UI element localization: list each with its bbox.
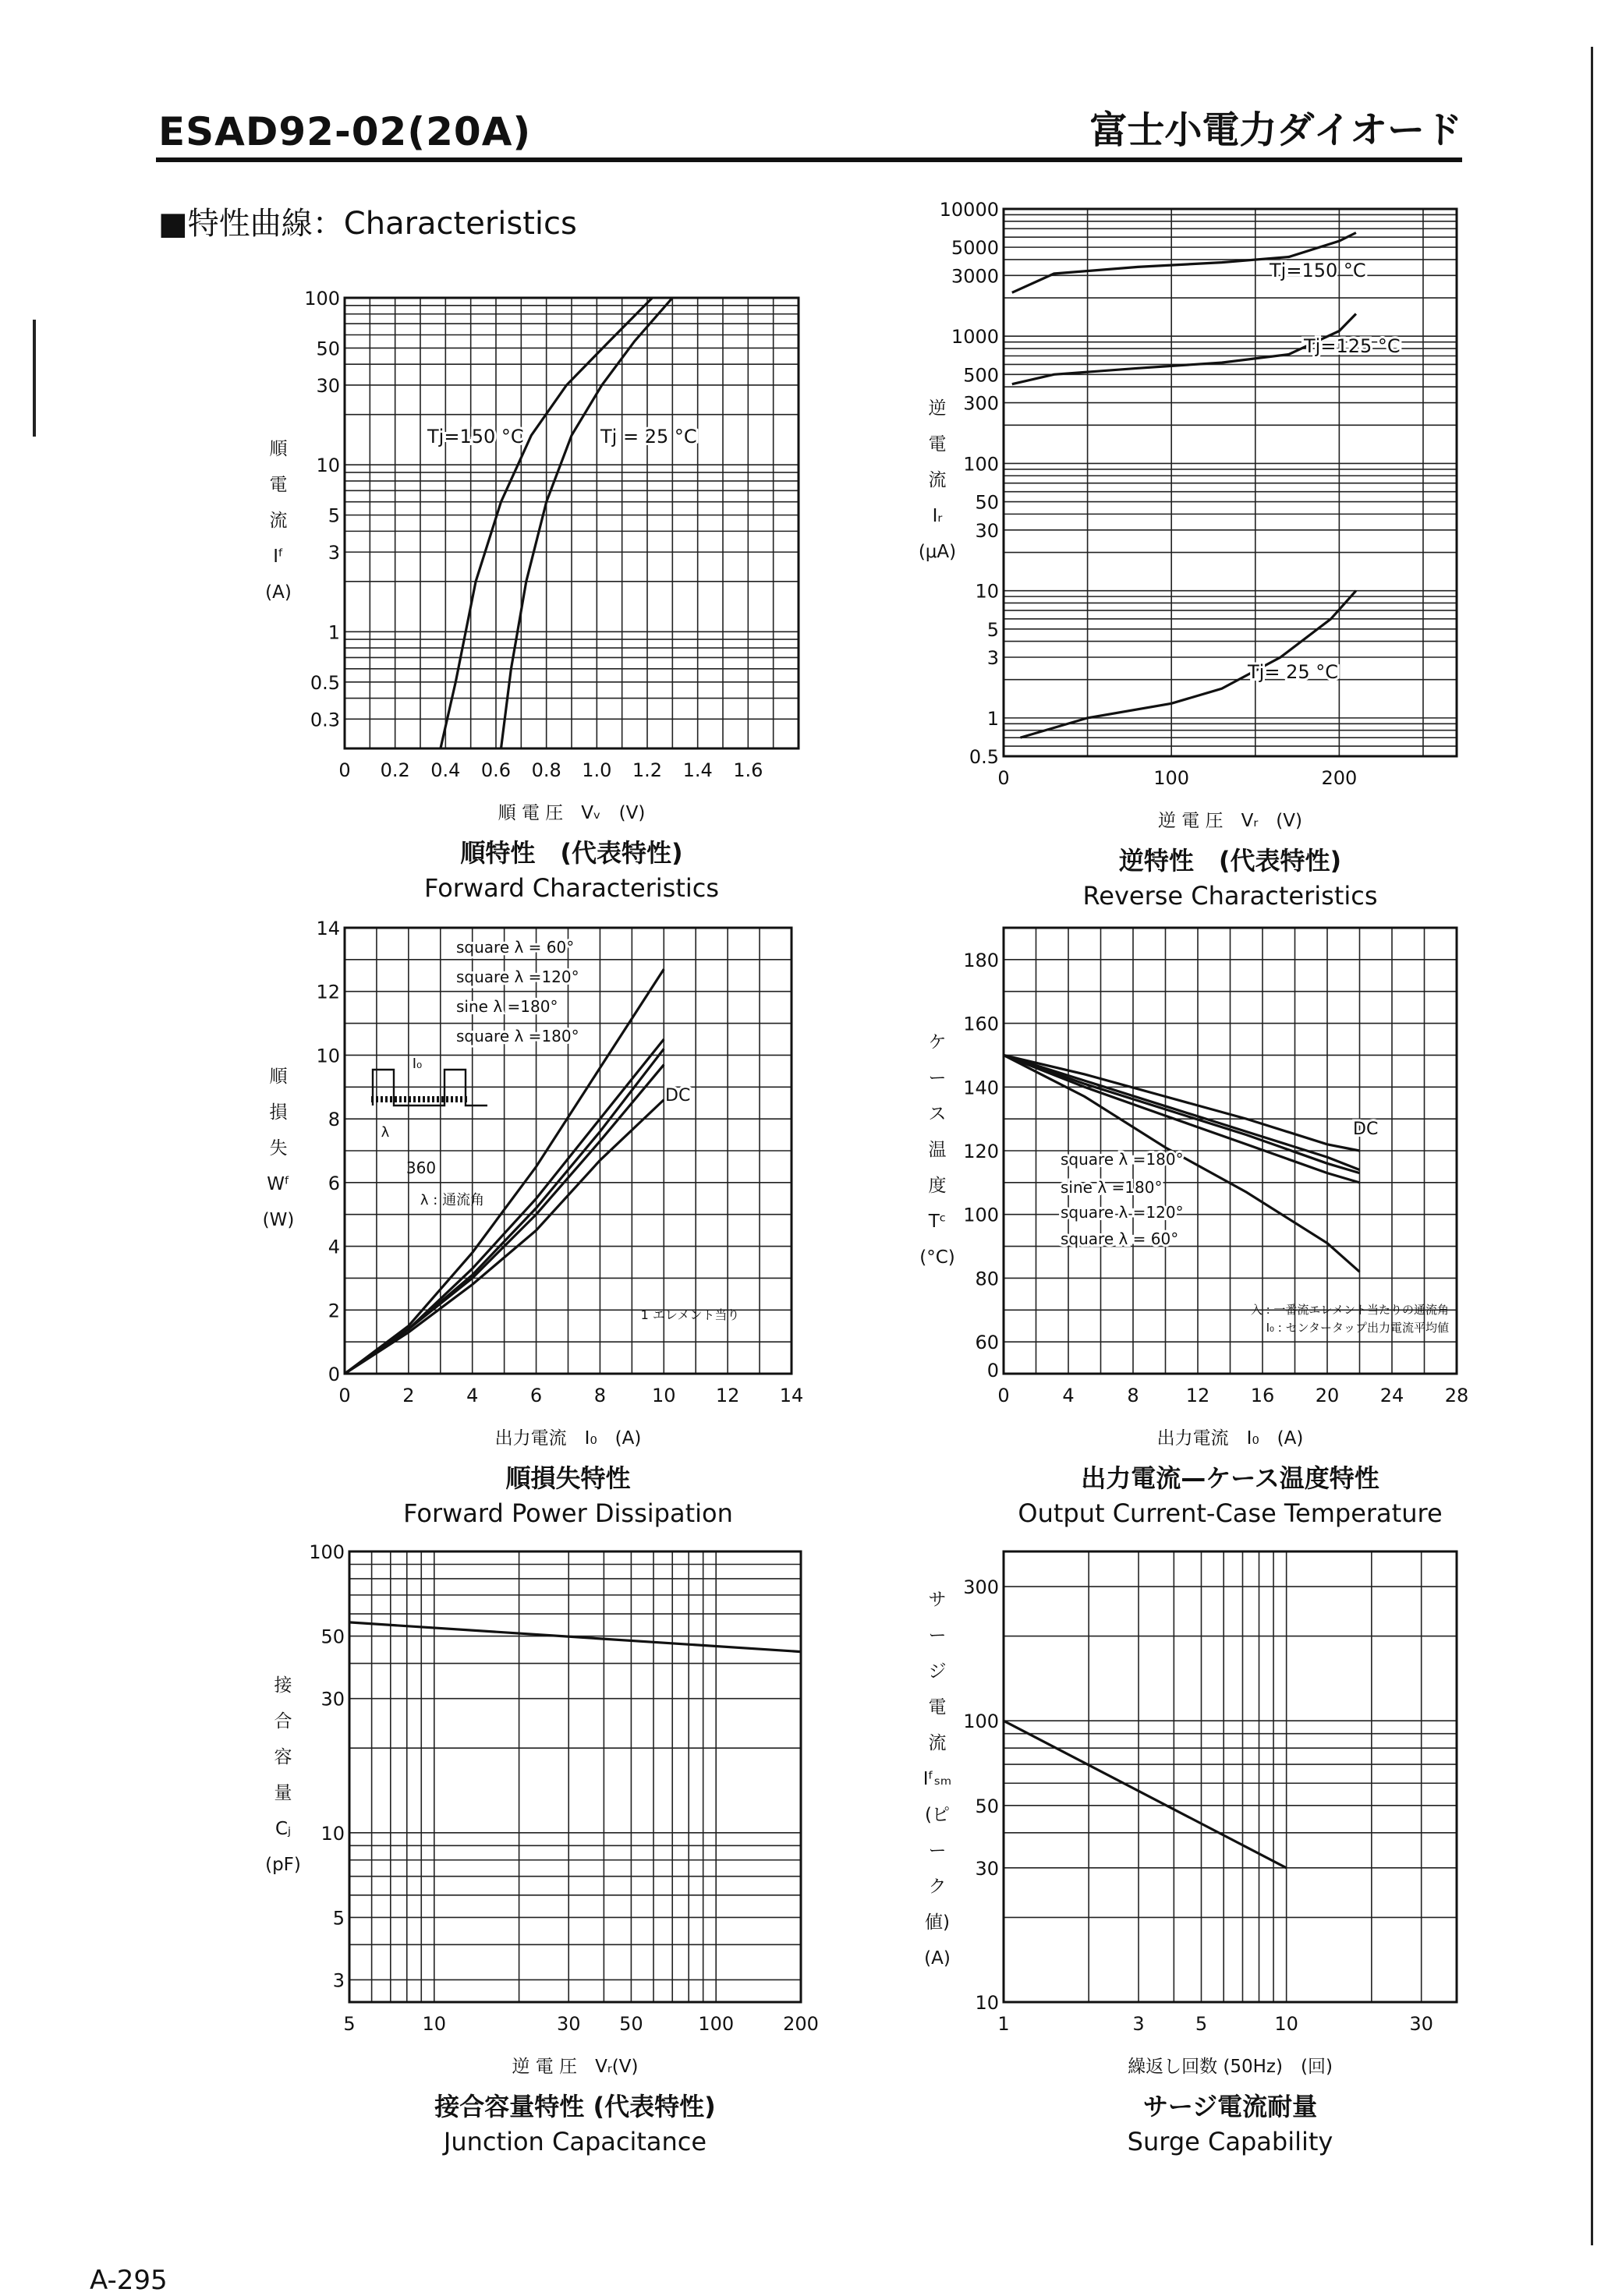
document-title: 富士小電力ダイオード — [1089, 108, 1462, 152]
power-series-label: sine λ =180° — [456, 997, 558, 1016]
forward-series-label: Tj=150 °C — [427, 426, 524, 448]
reverse-ytick-label: 300 — [963, 392, 999, 415]
forward-ylabel: (A) — [265, 582, 292, 603]
capacitance-ytick-label: 100 — [309, 1541, 345, 1563]
case_temp-ytick-label: 60 — [975, 1332, 999, 1354]
case_temp-ylabel: ケ — [928, 1032, 947, 1052]
forward-ytick-label: 100 — [304, 288, 340, 310]
reverse-xlabel: 逆 電 圧 Vᵣ (V) — [1158, 811, 1302, 831]
reverse-ytick-label: 10000 — [939, 199, 999, 221]
surge-ylabel: 流 — [928, 1733, 947, 1753]
surge-ylabel: 値) — [925, 1912, 950, 1933]
reverse-ytick-label: 3 — [986, 646, 999, 669]
power-ylabel: (W) — [262, 1210, 295, 1230]
power-ytick-label: 6 — [328, 1172, 340, 1194]
surge-ylabel: (A) — [924, 1948, 951, 1969]
reverse-caption-en: Reverse Characteristics — [1082, 881, 1378, 911]
case_temp-series-label: square λ =120° — [1061, 1203, 1184, 1222]
case_temp-series-label: sine λ =180° — [1061, 1178, 1163, 1197]
surge-ylabel: 電 — [928, 1697, 947, 1718]
case_temp-xtick-label: 16 — [1250, 1385, 1275, 1406]
surge-xtick-label: 1 — [997, 2013, 1010, 2035]
reverse-ylabel: 逆 — [928, 398, 947, 419]
case_temp-series-label: square λ = 60° — [1061, 1229, 1179, 1248]
power-series-label: square λ =180° — [456, 1027, 579, 1045]
capacitance-ylabel: (pF) — [265, 1855, 301, 1875]
case_temp-xtick-label: 28 — [1444, 1385, 1469, 1406]
reverse-xtick-label: 0 — [997, 767, 1010, 789]
reverse-ytick-label: 3000 — [951, 265, 999, 288]
case_temp-ytick-label: 180 — [963, 949, 999, 971]
capacitance-xtick-label: 30 — [556, 2013, 581, 2035]
reverse-ylabel: 電 — [928, 434, 947, 455]
reverse-ytick-label: 5000 — [951, 237, 999, 260]
surge-series-line — [1004, 1721, 1287, 1868]
forward-xtick-label: 0.8 — [531, 759, 561, 781]
surge-xtick-label: 3 — [1132, 2013, 1145, 2035]
power-ylabel: Wᶠ — [267, 1174, 290, 1194]
case_temp-ylabel: (°C) — [919, 1247, 955, 1268]
case_temp-ylabel: 温 — [928, 1140, 947, 1160]
surge-ytick-label: 100 — [963, 1711, 999, 1733]
section-title: ■特性曲線：Characteristics — [158, 206, 577, 242]
surge-frame — [1004, 1551, 1457, 2002]
capacitance-ylabel: 容 — [274, 1747, 292, 1767]
power-ylabel: 失 — [269, 1138, 288, 1159]
case_temp-series-label: square λ =180° — [1061, 1150, 1184, 1169]
case_temp-series-line — [1004, 1055, 1360, 1151]
power-ytick-label: 12 — [316, 981, 340, 1003]
forward-xtick-label: 0.2 — [380, 759, 410, 781]
reverse-xtick-label: 100 — [1153, 767, 1190, 789]
power-ytick-label: 8 — [328, 1109, 340, 1131]
surge-xtick-label: 30 — [1409, 2013, 1433, 2035]
forward-xtick-label: 0 — [338, 759, 351, 781]
reverse-ytick-label: 0.5 — [969, 746, 999, 768]
capacitance-xtick-label: 10 — [422, 2013, 447, 2035]
case-temp-note: I₀ : センタータップ出力電流平均値 — [1266, 1321, 1449, 1335]
reverse-series-label: Tj= 25 °C — [1248, 661, 1338, 683]
power-ytick-label: 14 — [316, 918, 340, 939]
case_temp-ylabel: ー — [928, 1068, 947, 1088]
reverse-ytick-label: 1 — [986, 707, 999, 730]
case_temp-series-label: DC — [1353, 1120, 1379, 1139]
power-ytick-label: 2 — [328, 1300, 340, 1322]
capacitance-ytick-label: 10 — [321, 1822, 345, 1845]
capacitance-plot — [349, 1551, 801, 2002]
surge-ylabel: ジ — [928, 1661, 947, 1682]
power-xtick-label: 4 — [466, 1385, 479, 1406]
power-ylabel: 損 — [269, 1102, 288, 1123]
case_temp-xtick-label: 8 — [1127, 1385, 1139, 1406]
reverse-ytick-label: 10 — [975, 580, 999, 603]
surge-xtick-label: 5 — [1195, 2013, 1208, 2035]
reverse-series-label: Tj=150 °C — [1270, 260, 1366, 281]
surge-ytick-label: 30 — [975, 1857, 999, 1880]
power-ytick-label: 0 — [328, 1364, 340, 1385]
power-conduction-angle-note: λ : 通流角 — [420, 1192, 485, 1208]
surge-caption-jp: サージ電流耐量 — [1142, 2092, 1318, 2121]
case_temp-xtick-label: 24 — [1379, 1385, 1404, 1406]
reverse-ylabel: Iᵣ — [932, 506, 943, 526]
forward-xtick-label: 0.4 — [430, 759, 461, 781]
case_temp-xtick-label: 0 — [997, 1385, 1010, 1406]
forward-ylabel: Iᶠ — [273, 547, 284, 567]
power-xtick-label: 10 — [652, 1385, 676, 1406]
power-360-annotation: 360 — [406, 1159, 437, 1177]
surge-ylabel: Iᶠₛₘ — [923, 1769, 952, 1789]
capacitance-xtick-label: 5 — [343, 2013, 356, 2035]
capacitance-ytick-label: 5 — [332, 1907, 345, 1930]
capacitance-xlabel: 逆 電 圧 Vᵣ(V) — [512, 2057, 639, 2077]
capacitance-ytick-label: 3 — [332, 1969, 345, 1992]
surge-xtick-label: 10 — [1274, 2013, 1298, 2035]
capacitance-xtick-label: 100 — [698, 2013, 735, 2035]
capacitance-ylabel: 接 — [274, 1675, 292, 1696]
forward-ytick-label: 50 — [316, 338, 340, 360]
surge-plot — [1004, 1551, 1457, 2002]
surge-ytick-label: 10 — [975, 1992, 999, 2014]
case_temp-ytick-label: 100 — [963, 1204, 999, 1226]
surge-ylabel: ー — [928, 1841, 947, 1861]
power-ytick-label: 4 — [328, 1236, 340, 1258]
capacitance-ylabel: 合 — [274, 1711, 292, 1732]
reverse-ylabel: 流 — [928, 470, 947, 490]
power-series-label: square λ =120° — [456, 968, 579, 986]
capacitance-xtick-label: 50 — [619, 2013, 643, 2035]
reverse-caption-jp: 逆特性 (代表特性) — [1118, 846, 1342, 876]
capacitance-caption-jp: 接合容量特性 (代表特性) — [434, 2092, 716, 2121]
capacitance-series-line — [349, 1622, 801, 1652]
forward-xtick-label: 1.0 — [582, 759, 612, 781]
forward-ytick-label: 5 — [328, 504, 340, 527]
capacitance-ylabel: 量 — [274, 1783, 292, 1803]
forward-xtick-label: 1.2 — [632, 759, 663, 781]
case_temp-ytick-label: 0 — [986, 1360, 999, 1381]
forward-ytick-label: 3 — [328, 542, 340, 564]
surge-ytick-label: 300 — [963, 1576, 999, 1599]
case_temp-caption-jp: 出力電流—ケース温度特性 — [1081, 1463, 1379, 1493]
forward-ylabel: 流 — [269, 511, 288, 531]
surge-xlabel: 繰返し回数 (50Hz) (回) — [1128, 2057, 1333, 2077]
power-caption-en: Forward Power Dissipation — [403, 1498, 733, 1528]
reverse-xtick-label: 200 — [1321, 767, 1358, 789]
forward-xtick-label: 0.6 — [480, 759, 512, 781]
case_temp-ylabel: 度 — [928, 1176, 947, 1196]
forward-series-label: Tj = 25 °C — [600, 426, 697, 448]
power-xlabel: 出力電流 I₀ (A) — [494, 1428, 642, 1449]
power-xtick-label: 12 — [715, 1385, 740, 1406]
power-ytick-label: 10 — [316, 1045, 340, 1067]
case_temp-xtick-label: 4 — [1062, 1385, 1075, 1406]
forward-ytick-label: 10 — [316, 455, 340, 477]
power-series-label: square λ = 60° — [456, 938, 575, 957]
reverse-ytick-label: 30 — [975, 519, 999, 542]
reverse-ytick-label: 100 — [963, 453, 999, 476]
capacitance-frame — [349, 1551, 801, 2002]
power-per-element-note: 1 エレメント当り — [640, 1307, 740, 1322]
reverse-series-label: Tj=125 °C — [1304, 335, 1401, 357]
reverse-ytick-label: 5 — [986, 618, 999, 641]
case_temp-caption-en: Output Current-Case Temperature — [1018, 1498, 1443, 1528]
power-xtick-label: 6 — [529, 1385, 543, 1406]
capacitance-xtick-label: 200 — [783, 2013, 819, 2035]
power-xtick-label: 8 — [593, 1385, 607, 1406]
reverse-ylabel: (μA) — [918, 542, 957, 562]
forward-xtick-label: 1.4 — [682, 759, 713, 781]
power-ylabel: 順 — [269, 1067, 288, 1087]
forward-plot — [345, 298, 799, 748]
forward-caption-en: Forward Characteristics — [423, 873, 720, 903]
forward-ytick-label: 0.3 — [310, 709, 340, 731]
surge-ylabel: (ピ — [925, 1805, 950, 1825]
capacitance-ytick-label: 30 — [321, 1688, 345, 1711]
surge-ylabel: サ — [928, 1590, 947, 1610]
forward-ylabel: 順 — [269, 439, 288, 459]
power-xtick-label: 0 — [338, 1385, 351, 1406]
forward-ytick-label: 1 — [328, 621, 340, 644]
page-number: A-295 — [90, 2265, 168, 2296]
forward-ytick-label: 0.5 — [310, 671, 340, 694]
case_temp-ytick-label: 120 — [963, 1141, 999, 1162]
surge-ytick-label: 50 — [975, 1795, 999, 1817]
case_temp-xtick-label: 12 — [1185, 1385, 1210, 1406]
power-caption-jp: 順損失特性 — [505, 1463, 631, 1493]
surge-caption-en: Surge Capability — [1127, 2127, 1333, 2156]
case_temp-xlabel: 出力電流 I₀ (A) — [1156, 1428, 1304, 1449]
capacitance-caption-en: Junction Capacitance — [443, 2127, 707, 2156]
power-xtick-label: 2 — [402, 1385, 415, 1406]
power-series-label: DC — [665, 1086, 691, 1106]
case_temp-ytick-label: 160 — [963, 1013, 999, 1035]
power-io-annotation: I₀ — [412, 1056, 423, 1072]
surge-ylabel: ー — [928, 1626, 947, 1646]
forward-caption-jp: 順特性 (代表特性) — [460, 838, 683, 868]
reverse-plot — [1004, 209, 1457, 756]
forward-xtick-label: 1.6 — [733, 759, 763, 781]
reverse-ytick-label: 1000 — [951, 326, 999, 348]
capacitance-ylabel: Cⱼ — [274, 1819, 292, 1839]
power-lambda-annotation: λ — [381, 1124, 390, 1141]
forward-xlabel: 順 電 圧 Vᵥ (V) — [498, 803, 646, 823]
part-number: ESAD92-02(20A) — [158, 109, 532, 154]
reverse-ytick-label: 50 — [975, 491, 999, 514]
surge-ylabel: ク — [928, 1877, 947, 1897]
forward-ylabel: 電 — [269, 475, 288, 495]
reverse-ytick-label: 500 — [963, 364, 999, 387]
case-temp-note: 入 : 一番流エレメント当たりの通流角 — [1250, 1303, 1449, 1317]
power-xtick-label: 14 — [779, 1385, 804, 1406]
case_temp-xtick-label: 20 — [1315, 1385, 1340, 1406]
case_temp-ytick-label: 80 — [975, 1268, 999, 1290]
forward-ytick-label: 30 — [316, 374, 340, 397]
case_temp-ylabel: Tᶜ — [928, 1212, 947, 1232]
case_temp-ytick-label: 140 — [963, 1077, 999, 1099]
capacitance-ytick-label: 50 — [321, 1626, 345, 1648]
case_temp-ylabel: ス — [928, 1104, 947, 1124]
